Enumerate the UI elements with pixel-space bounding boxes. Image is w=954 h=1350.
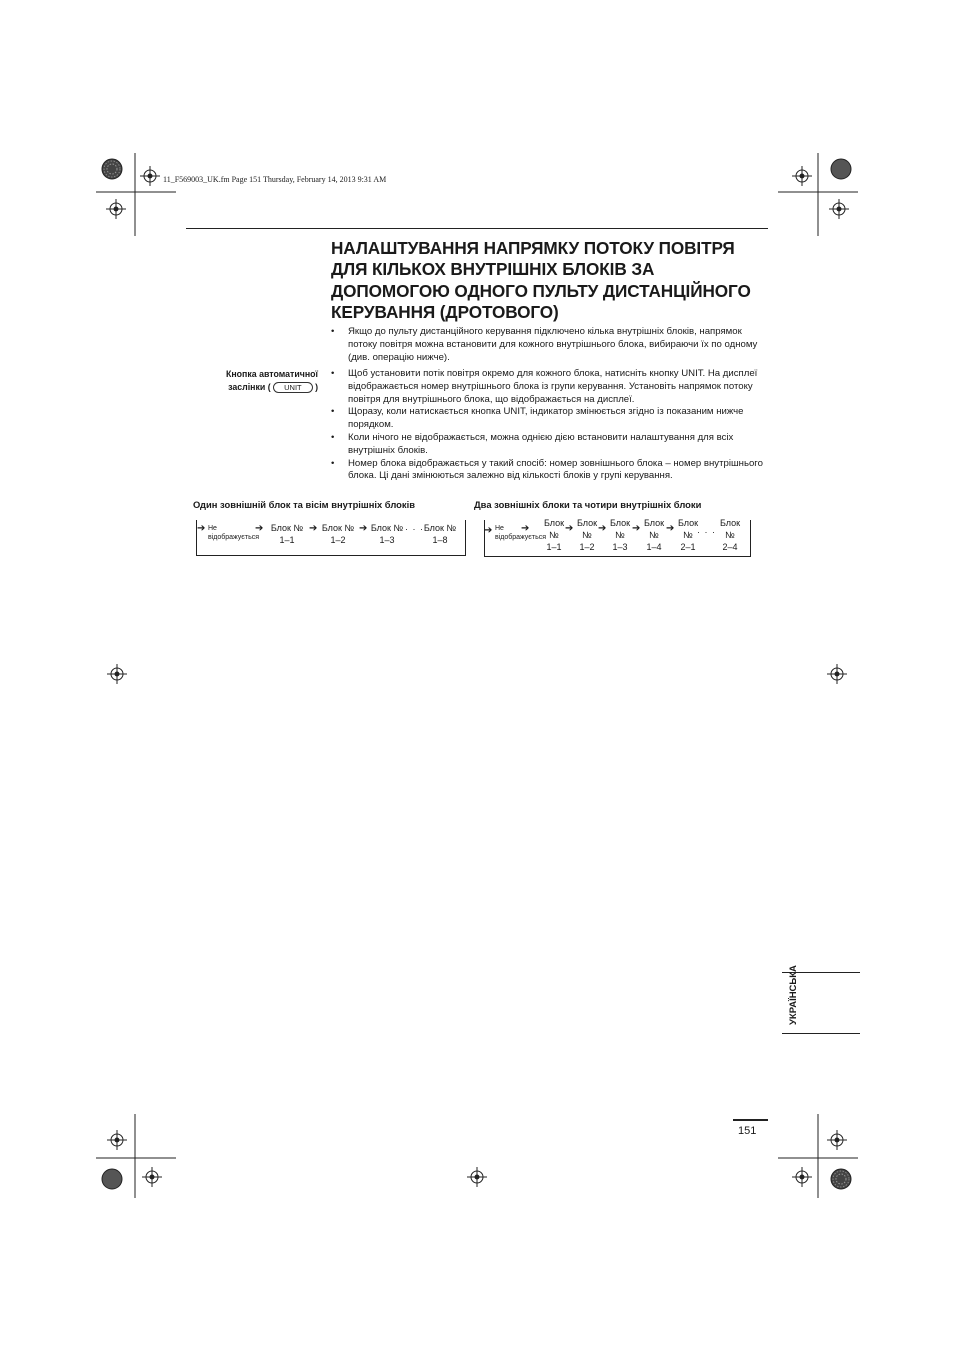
arrow-icon: ➔ (666, 523, 675, 534)
diagram2-unit-6: Блок № 2–4 (719, 518, 741, 552)
diagram1-title: Один зовнішній блок та вісім внутрішніх блоків (193, 499, 415, 510)
side-label-line1: Кнопка автоматичної (225, 369, 318, 379)
diagram1-unit-2: Блок № 1–2 (321, 523, 355, 545)
diagram2-unit-5: Блок № 2–1 (677, 518, 699, 552)
diagram1-unit-8: Блок № 1–8 (423, 523, 457, 545)
solid-target-icon (101, 1168, 123, 1190)
language-tab-label: УКРАЇНСЬКА (788, 965, 799, 1025)
ellipsis-dots: · · · (697, 527, 716, 537)
arrow-icon: ➔ (359, 523, 368, 534)
print-slug: 11_F569003_UK.fm Page 151 Thursday, February 14, 2013 9:31 AM (163, 175, 387, 184)
diagram2-unit-4: Блок № 1–4 (643, 518, 665, 552)
list-item: • Щоразу, коли натискається кнопка UNIT, індикатор змінюється згідно із показаним нижче порядком. (331, 406, 767, 432)
registration-mark-icon (792, 166, 812, 186)
registration-mark-icon (107, 1130, 127, 1150)
side-label-line2: заслінки ( UNIT ) (228, 382, 318, 393)
registration-mark-icon (142, 1167, 162, 1187)
registration-mark-icon (827, 664, 847, 684)
diagram1-none: Не відображується (208, 525, 260, 541)
list-item: • Номер блока відображається у такий спосіб: номер зовнішнього блока – номер внутрішнього блока. Ці дані змінюються залежно від кількості блоків у групі керування. (331, 458, 767, 484)
star-target-icon (830, 1168, 852, 1190)
registration-mark-icon (467, 1167, 487, 1187)
diagram1-unit-3: Блок № 1–3 (370, 523, 404, 545)
page-number: 151 (738, 1125, 757, 1137)
registration-mark-icon (107, 664, 127, 684)
arrow-icon: ➔ (521, 523, 530, 534)
registration-mark-icon (827, 1130, 847, 1150)
list-item: • Коли нічого не відображається, можна однією дією встановити налаштування для всіх внутрішніх блоків. (331, 432, 767, 458)
registration-mark-icon (829, 199, 849, 219)
arrow-icon: ➔ (632, 523, 641, 534)
unit-button-icon: UNIT (273, 382, 313, 393)
diagram1-unit-1: Блок № 1–1 (270, 523, 304, 545)
diagram2-none: Не відображується (495, 525, 547, 541)
list-item: • Щоб установити потік повітря окремо для кожного блока, натисніть кнопку UNIT. На дисплеї відображається номер внутрішнього блока із групи керування. Установіть напрямок потоку повітря для внутрішнього блока, що відображається на дисплеї. (331, 368, 767, 406)
arrow-icon: ➔ (565, 523, 574, 534)
star-target-icon (101, 158, 123, 180)
diagram2-title: Два зовнішніх блоки та чотири внутрішніх блоки (474, 499, 702, 510)
ellipsis-dots: · · · (405, 524, 424, 534)
list-item: • Якщо до пульту дистанційного керування підключено кілька внутрішніх блоків, напрямок потоку повітря можна встановити для кожного внутрішнього блока, вибираючи їх по одному (див. операцію нижче). (331, 326, 767, 364)
arrow-icon: ➔ (598, 523, 607, 534)
arrow-icon: ➔ (197, 523, 206, 534)
arrow-icon: ➔ (484, 525, 493, 536)
page-title: НАЛАШТУВАННЯ НАПРЯМКУ ПОТОКУ ПОВІТРЯ ДЛЯ КІЛЬКОХ ВНУТРІШНІХ БЛОКІВ ЗА ДОПОМОГОЮ ОДНОГО ПУЛЬТУ ДИСТАНЦІЙНОГО КЕРУВАННЯ (ДРОТОВОГО) (331, 238, 751, 322)
diagram2-unit-1: Блок № 1–1 (543, 518, 565, 552)
solid-target-icon (830, 158, 852, 180)
registration-mark-icon (140, 166, 160, 186)
arrow-icon: ➔ (255, 523, 264, 534)
arrow-icon: ➔ (309, 523, 318, 534)
registration-mark-icon (792, 1167, 812, 1187)
diagram2-unit-2: Блок № 1–2 (576, 518, 598, 552)
diagram2-unit-3: Блок № 1–3 (609, 518, 631, 552)
registration-mark-icon (106, 199, 126, 219)
